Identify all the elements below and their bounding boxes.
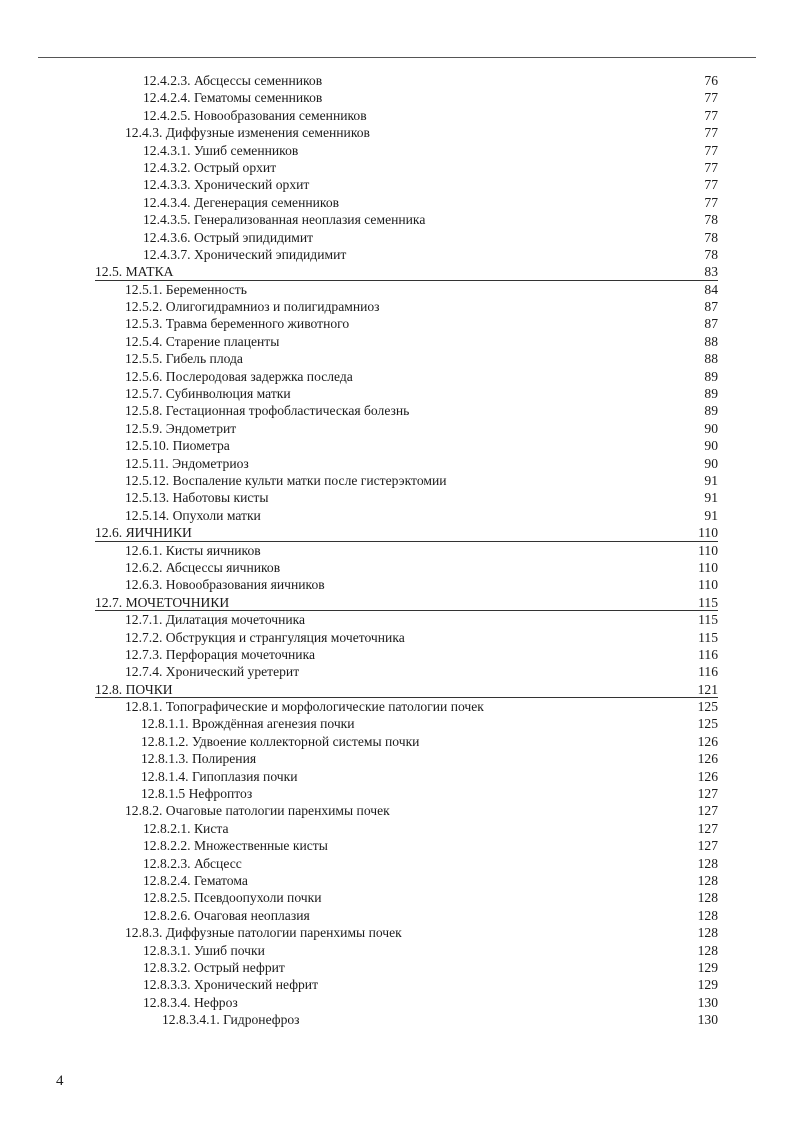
toc-entry[interactable] <box>95 159 718 176</box>
toc-entry[interactable] <box>95 994 718 1011</box>
toc-entry[interactable] <box>95 959 718 976</box>
toc-entry-page: 125 <box>697 699 718 715</box>
toc-entry-page: 87 <box>704 299 718 315</box>
toc-entry-title: 12.8.2.6. Очаговая неоплазия <box>143 907 310 923</box>
toc-entry-title: 12.5.9. Эндометрит <box>125 420 237 436</box>
toc-entry[interactable] <box>95 298 718 315</box>
toc-entry-page: 127 <box>697 838 718 854</box>
toc-entry[interactable] <box>95 663 718 680</box>
toc-entry[interactable] <box>95 402 718 419</box>
toc-entry[interactable] <box>95 350 718 367</box>
toc-entry-page: 77 <box>704 142 718 158</box>
toc-entry-title: 12.8.1.4. Гипоплазия почки <box>141 768 298 784</box>
toc-entry-page: 115 <box>698 594 718 610</box>
toc-entry[interactable] <box>95 437 718 454</box>
toc-entry-title: 12.8.3. Диффузные патологии паренхимы почек <box>125 925 402 941</box>
toc-entry-page: 78 <box>704 229 718 245</box>
toc-entry-page: 77 <box>704 107 718 123</box>
toc-entry[interactable] <box>95 872 718 889</box>
toc-entry-page: 127 <box>697 803 718 819</box>
toc-entry-title: 12.5.6. Послеродовая задержка последа <box>125 368 353 384</box>
toc-entry[interactable] <box>95 576 718 593</box>
toc-entry-title: 12.5.1. Беременность <box>125 281 247 297</box>
toc-entry-page: 130 <box>697 994 718 1010</box>
toc-entry[interactable] <box>95 942 718 959</box>
toc-entry-title: 12.4.2.3. Абсцессы семенников <box>143 73 323 88</box>
toc-section-heading[interactable] <box>95 594 718 611</box>
toc-entry-page: 128 <box>697 942 718 958</box>
toc-entry-title: 12.8.2.1. Киста <box>143 820 229 836</box>
toc-entry[interactable] <box>95 1011 718 1028</box>
toc-entry-title: 12.5.12. Воспаление культи матки после гистерэктомии <box>125 472 447 488</box>
toc-entry-page: 89 <box>704 386 718 402</box>
toc-entry-page: 128 <box>697 890 718 906</box>
toc-entry-page: 89 <box>704 403 718 419</box>
toc-entry[interactable] <box>95 542 718 559</box>
toc-entry[interactable] <box>95 559 718 576</box>
toc-entry-title: 12.8.2.5. Псевдоопухоли почки <box>143 890 322 906</box>
toc-entry-title: 12.8.3.4.1. Гидронефроз <box>162 1012 300 1028</box>
toc-entry[interactable] <box>95 646 718 663</box>
toc-entry-page: 128 <box>697 907 718 923</box>
toc-entry-title: 12.5.14. Опухоли матки <box>125 507 261 523</box>
toc-entry-title: 12.8.2. Очаговые патологии паренхимы почек <box>125 803 390 819</box>
toc-entry-title: 12.6.1. Кисты яичников <box>125 542 261 558</box>
header-rule <box>38 57 756 58</box>
toc-entry[interactable] <box>95 976 718 993</box>
toc-entry-title: 12.8.3.3. Хронический нефрит <box>143 977 319 993</box>
toc-entry-title: 12.5.11. Эндометриоз <box>125 455 249 471</box>
toc-entry-page: 91 <box>704 490 718 506</box>
toc-entry-page: 110 <box>698 542 718 558</box>
page-number: 4 <box>56 1073 64 1089</box>
toc-entry-page: 77 <box>704 194 718 210</box>
toc-entry[interactable] <box>95 72 718 89</box>
toc-entry-page: 90 <box>704 438 718 454</box>
toc-entry[interactable] <box>95 750 718 767</box>
toc-entry[interactable] <box>95 385 718 402</box>
toc-entry-page: 83 <box>704 264 718 280</box>
toc-entry-title: 12.8.1.1. Врождённая агенезия почки <box>141 716 355 732</box>
toc-entry-page: 88 <box>704 351 718 367</box>
toc-entry-title: 12.4.3.6. Острый эпидидимит <box>143 229 314 245</box>
toc-entry[interactable] <box>95 489 718 506</box>
toc-entry[interactable] <box>95 820 718 837</box>
toc-entry-page: 130 <box>697 1012 718 1028</box>
toc-entry[interactable] <box>95 733 718 750</box>
toc-entry[interactable] <box>95 229 718 246</box>
toc-entry[interactable] <box>95 281 718 298</box>
toc-entry[interactable] <box>95 768 718 785</box>
toc-entry-title: 12.4.3.1. Ушиб семенников <box>143 142 299 158</box>
toc-section-heading[interactable] <box>95 681 718 698</box>
toc-entry[interactable] <box>95 785 718 802</box>
toc-entry-page: 77 <box>704 90 718 106</box>
toc-entry-title: 12.5.2. Олигогидрамниоз и полигидрамниоз <box>125 299 380 315</box>
toc-entry-title: 12.5.10. Пиометра <box>125 438 230 454</box>
toc-entry-page: 78 <box>704 246 718 262</box>
toc-entry-title: 12.7.4. Хронический уретерит <box>125 664 300 680</box>
toc-entry-title: 12.5. МАТКА <box>95 264 174 280</box>
toc-entry[interactable] <box>95 924 718 941</box>
toc-entry-page: 110 <box>698 577 718 593</box>
toc-entry-page: 91 <box>704 472 718 488</box>
toc-entry[interactable] <box>95 124 718 141</box>
toc-section-heading[interactable] <box>95 524 718 541</box>
toc-entry-title: 12.5.8. Гестационная трофобластическая болезнь <box>125 403 410 419</box>
toc-entry-title: 12.8.3.1. Ушиб почки <box>143 942 265 958</box>
toc-entry[interactable] <box>95 611 718 628</box>
toc-entry-page: 116 <box>698 646 718 662</box>
toc-entry-page: 129 <box>697 977 718 993</box>
table-of-contents <box>95 72 718 1028</box>
toc-entry[interactable] <box>95 629 718 646</box>
toc-entry-page: 128 <box>697 855 718 871</box>
toc-entry[interactable] <box>95 907 718 924</box>
toc-entry-title: 12.4.2.5. Новообразования семенников <box>143 107 367 123</box>
toc-entry-page: 87 <box>704 316 718 332</box>
toc-entry-page: 77 <box>704 159 718 175</box>
toc-entry-title: 12.6.2. Абсцессы яичников <box>125 559 281 575</box>
toc-entry-page: 129 <box>697 959 718 975</box>
toc-entry-title: 12.8.3.2. Острый нефрит <box>143 959 285 975</box>
toc-entry-title: 12.6.3. Новообразования яичников <box>125 577 325 593</box>
toc-entry-page: 77 <box>704 125 718 141</box>
toc-entry-title: 12.5.13. Наботовы кисты <box>125 490 269 506</box>
toc-entry-title: 12.5.7. Субинволюция матки <box>125 386 291 402</box>
toc-entry-page: 110 <box>698 525 718 541</box>
toc-entry-title: 12.4.3.2. Острый орхит <box>143 159 277 175</box>
toc-entry-page: 121 <box>697 681 718 697</box>
toc-entry[interactable] <box>95 698 718 715</box>
toc-entry[interactable] <box>95 889 718 906</box>
toc-entry-page: 126 <box>697 733 718 749</box>
toc-entry-title: 12.8.1.3. Полирения <box>141 751 257 767</box>
toc-entry[interactable] <box>95 837 718 854</box>
toc-entry-title: 12.4.2.4. Гематомы семенников <box>143 90 323 106</box>
toc-section-heading[interactable] <box>95 263 718 280</box>
toc-entry[interactable] <box>95 420 718 437</box>
toc-entry[interactable] <box>95 715 718 732</box>
toc-entry-title: 12.7.2. Обструкция и странгуляция мочеточника <box>125 629 405 645</box>
toc-entry-page: 115 <box>698 629 718 645</box>
toc-entry-title: 12.8.1.2. Удвоение коллекторной системы почки <box>141 733 420 749</box>
toc-entry-title: 12.8. ПОЧКИ <box>95 681 173 697</box>
toc-entry-page: 77 <box>704 177 718 193</box>
toc-entry-title: 12.5.4. Старение плаценты <box>125 333 280 349</box>
toc-entry-page: 116 <box>698 664 718 680</box>
toc-entry-title: 12.7.1. Дилатация мочеточника <box>125 612 306 628</box>
toc-entry-page: 115 <box>698 612 718 628</box>
toc-entry-page: 78 <box>704 212 718 228</box>
toc-entry-title: 12.8.2.3. Абсцесс <box>143 855 242 871</box>
toc-entry-page: 126 <box>697 751 718 767</box>
toc-entry-page: 127 <box>697 786 718 802</box>
toc-entry-page: 88 <box>704 333 718 349</box>
toc-entry-page: 128 <box>697 925 718 941</box>
toc-entry-page: 90 <box>704 455 718 471</box>
toc-entry-page: 76 <box>704 73 718 88</box>
toc-entry-title: 12.8.3.4. Нефроз <box>143 994 238 1010</box>
toc-entry-page: 91 <box>704 507 718 523</box>
toc-entry-title: 12.7. МОЧЕТОЧНИКИ <box>95 594 230 610</box>
toc-entry[interactable] <box>95 855 718 872</box>
toc-entry[interactable] <box>95 89 718 106</box>
toc-entry-page: 127 <box>697 820 718 836</box>
toc-entry-page: 84 <box>704 281 718 297</box>
toc-entry-page: 110 <box>698 559 718 575</box>
toc-entry-title: 12.4.3.4. Дегенерация семенников <box>143 194 340 210</box>
toc-entry-title: 12.5.5. Гибель плода <box>125 351 243 367</box>
toc-entry-title: 12.5.3. Травма беременного животного <box>125 316 350 332</box>
toc-entry[interactable] <box>95 368 718 385</box>
toc-entry-title: 12.4.3.5. Генерализованная неоплазия семенника <box>143 212 426 228</box>
toc-entry-title: 12.7.3. Перфорация мочеточника <box>125 646 316 662</box>
toc-entry[interactable] <box>95 246 718 263</box>
toc-entry-title: 12.8.2.4. Гематома <box>143 872 248 888</box>
toc-entry-page: 128 <box>697 872 718 888</box>
toc-entry-page: 126 <box>697 768 718 784</box>
toc-entry-title: 12.4.3.3. Хронический орхит <box>143 177 310 193</box>
toc-entry-title: 12.6. ЯИЧНИКИ <box>95 525 192 541</box>
toc-entry-title: 12.8.1.5 Нефроптоз <box>141 786 253 802</box>
toc-entry[interactable] <box>95 194 718 211</box>
toc-entry[interactable] <box>95 333 718 350</box>
toc-entry-title: 12.8.2.2. Множественные кисты <box>143 838 328 854</box>
toc-entry-page: 90 <box>704 420 718 436</box>
toc-entry-title: 12.4.3.7. Хронический эпидидимит <box>143 246 347 262</box>
toc-entry-title: 12.4.3. Диффузные изменения семенников <box>125 125 370 141</box>
toc-entry[interactable] <box>95 802 718 819</box>
toc-entry-title: 12.8.1. Топографические и морфологические патологии почек <box>125 699 484 715</box>
toc-entry[interactable] <box>95 176 718 193</box>
toc-entry[interactable] <box>95 107 718 124</box>
toc-entry[interactable] <box>95 315 718 332</box>
toc-entry[interactable] <box>95 472 718 489</box>
toc-entry[interactable] <box>95 142 718 159</box>
toc-entry-page: 125 <box>697 716 718 732</box>
toc-entry[interactable] <box>95 507 718 524</box>
toc-entry-page: 89 <box>704 368 718 384</box>
toc-entry[interactable] <box>95 211 718 228</box>
toc-entry[interactable] <box>95 455 718 472</box>
